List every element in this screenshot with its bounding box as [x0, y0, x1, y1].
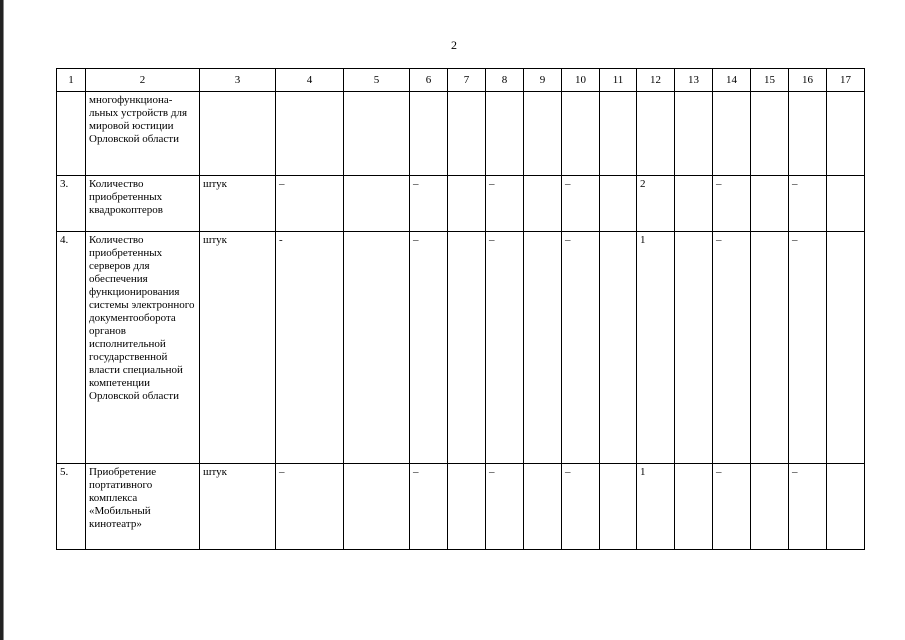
row-value: –: [276, 464, 344, 550]
row-value: [344, 92, 410, 176]
row-value: [827, 92, 865, 176]
row-number: [57, 92, 86, 176]
row-unit: штук: [200, 232, 276, 464]
row-value: –: [276, 176, 344, 232]
row-value: [751, 176, 789, 232]
row-value: [827, 464, 865, 550]
row-number: 4.: [57, 232, 86, 464]
row-value: [524, 232, 562, 464]
column-header: 8: [486, 69, 524, 92]
column-header: 5: [344, 69, 410, 92]
row-value: [713, 92, 751, 176]
row-value: [600, 92, 637, 176]
row-unit: [200, 92, 276, 176]
row-value: [344, 176, 410, 232]
row-value: [751, 232, 789, 464]
row-value: –: [713, 176, 751, 232]
column-header: 16: [789, 69, 827, 92]
row-value: 1: [637, 464, 675, 550]
column-header: 1: [57, 69, 86, 92]
row-value: [524, 92, 562, 176]
row-value: [675, 176, 713, 232]
row-value: –: [562, 232, 600, 464]
row-value: [448, 232, 486, 464]
row-description: Количество приобретенных серверов для обеспечения функционирования системы электронного документооборота органов исполнительной государственной власти специальной компетенции Орловской области: [86, 232, 200, 464]
column-header: 10: [562, 69, 600, 92]
row-description: Количество приобретенных квадрокоптеров: [86, 176, 200, 232]
row-value: –: [410, 464, 448, 550]
row-value: –: [486, 464, 524, 550]
table-row: [57, 464, 865, 550]
row-value: [675, 92, 713, 176]
row-value: –: [410, 232, 448, 464]
row-value: [751, 92, 789, 176]
row-value: 1: [637, 232, 675, 464]
column-header: 9: [524, 69, 562, 92]
row-value: –: [713, 232, 751, 464]
table-row: [57, 232, 865, 464]
row-unit: штук: [200, 176, 276, 232]
row-value: [562, 92, 600, 176]
column-header: 17: [827, 69, 865, 92]
row-value: –: [789, 464, 827, 550]
column-header: 4: [276, 69, 344, 92]
row-value: [827, 176, 865, 232]
row-value: [448, 464, 486, 550]
row-value: 2: [637, 176, 675, 232]
row-value: [600, 176, 637, 232]
row-value: [524, 464, 562, 550]
column-header: 15: [751, 69, 789, 92]
row-value: –: [789, 232, 827, 464]
row-value: [675, 464, 713, 550]
row-value: –: [713, 464, 751, 550]
row-value: [789, 92, 827, 176]
row-number: 3.: [57, 176, 86, 232]
column-header-row: [57, 69, 865, 92]
row-value: –: [410, 176, 448, 232]
column-header: 11: [600, 69, 637, 92]
table-row: [57, 92, 865, 176]
row-description: Приобретение портативного комплекса «Мобильный кинотеатр»: [86, 464, 200, 550]
row-value: –: [562, 464, 600, 550]
column-header: 3: [200, 69, 276, 92]
row-value: –: [789, 176, 827, 232]
row-unit: штук: [200, 464, 276, 550]
page-number: 2: [451, 38, 457, 52]
column-header: 2: [86, 69, 200, 92]
row-value: –: [486, 232, 524, 464]
row-value: [410, 92, 448, 176]
row-value: [448, 176, 486, 232]
scan-edge-shadow: [3, 0, 4, 640]
row-value: –: [486, 176, 524, 232]
column-header: 7: [448, 69, 486, 92]
row-value: [637, 92, 675, 176]
row-value: [751, 464, 789, 550]
row-value: [448, 92, 486, 176]
column-header: 6: [410, 69, 448, 92]
row-description: многофункциона-льных устройств для мировой юстиции Орловской области: [86, 92, 200, 176]
column-header: 14: [713, 69, 751, 92]
row-value: [344, 464, 410, 550]
row-value: [600, 232, 637, 464]
row-value: [486, 92, 524, 176]
row-value: -: [276, 232, 344, 464]
row-value: [276, 92, 344, 176]
row-value: [344, 232, 410, 464]
row-value: –: [562, 176, 600, 232]
column-header: 12: [637, 69, 675, 92]
table-row: [57, 176, 865, 232]
row-value: [600, 464, 637, 550]
row-number: 5.: [57, 464, 86, 550]
row-value: [524, 176, 562, 232]
column-header: 13: [675, 69, 713, 92]
row-value: [827, 232, 865, 464]
indicators-table: [56, 68, 865, 550]
row-value: [675, 232, 713, 464]
